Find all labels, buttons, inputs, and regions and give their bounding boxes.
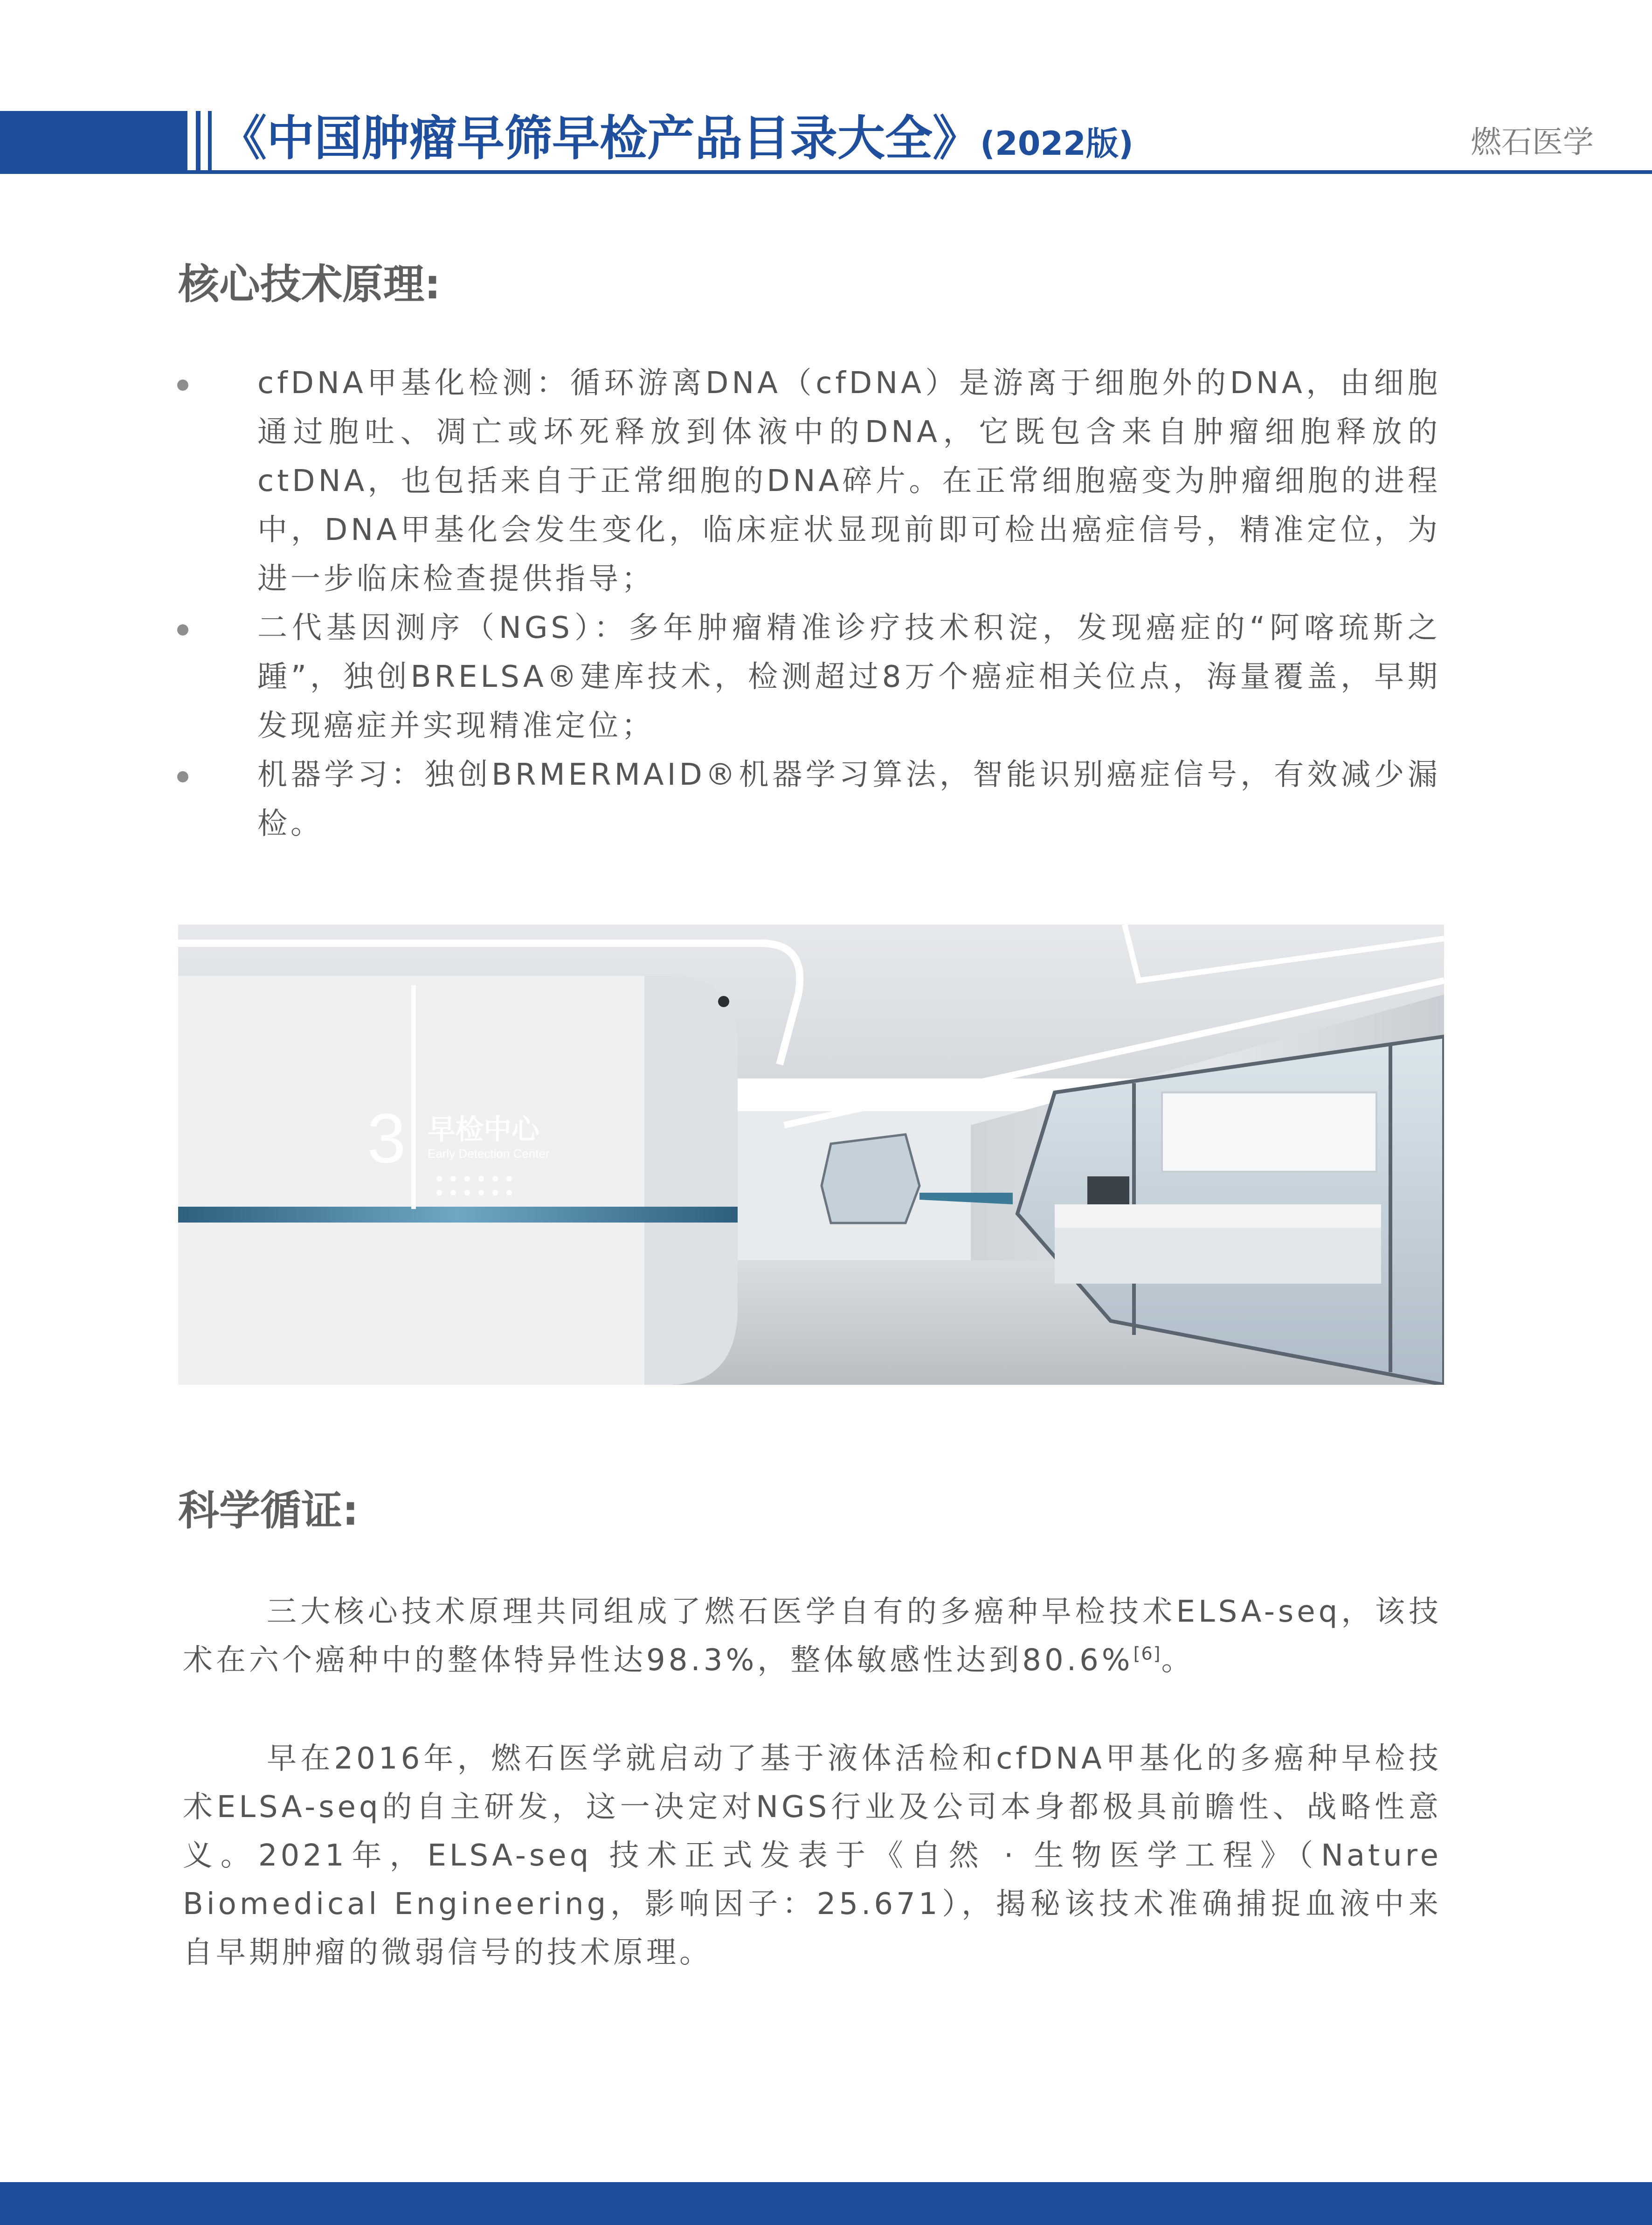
sign-text: 早检中心	[428, 1113, 539, 1146]
bullet-text: 二代基因测序（NGS）：多年肿瘤精准诊疗技术积淀，发现癌症的“阿喀琉斯之踵”，独创BRELSA®建库技术，检测超过8万个癌症相关位点，海量覆盖，早期发现癌症并实现精准定位；	[257, 611, 1441, 743]
document-title-text: 《中国肿瘤早筛早检产品目录大全》	[219, 111, 980, 166]
paragraph-text: 三大核心技术原理共同组成了燃石医学自有的多癌种早检技术ELSA-seq，该技术在六个癌种中的整体特异性达98.3%，整体敏感性达到80.6%	[183, 1595, 1442, 1678]
evidence-paragraph-1	[183, 1588, 1442, 1685]
bullet-dot-icon	[177, 380, 188, 391]
document-edition: (2022版)	[980, 124, 1134, 163]
paragraph-end: 。	[1161, 1643, 1195, 1678]
header-divider-bar	[196, 111, 200, 174]
footer-bar	[0, 2182, 1652, 2225]
list-item	[173, 359, 1441, 604]
sign-subtext: Early Detection Center	[428, 1147, 550, 1161]
bullet-text: cfDNA甲基化检测：循环游离DNA（cfDNA）是游离于细胞外的DNA，由细胞通过胞吐、凋亡或坏死释放到体液中的DNA，它既包含来自肿瘤细胞释放的 ctDNA，也包括来自于正常细胞的DNA碎片。在正常细胞癌变为肿瘤细胞的进程中，DNA甲基化会发生变化，临床症状显现前即可检出癌症信号，精准定位，为进一步临床检查提供指导；	[257, 366, 1441, 596]
bullet-dot-icon	[177, 771, 188, 782]
brand-name: 燃石医学	[1471, 124, 1594, 160]
sign-number: 3	[367, 1099, 406, 1177]
header-divider-bar	[208, 111, 212, 174]
early-detection-center-photo	[178, 925, 1444, 1385]
citation-ref: [6]	[1133, 1643, 1161, 1664]
header-color-block	[0, 111, 187, 174]
bullet-text: 机器学习：独创BRMERMAID®机器学习算法，智能识别癌症信号，有效减少漏检。	[257, 758, 1441, 841]
evidence-paragraph-2: 早在2016年，燃石医学就启动了基于液体活检和cfDNA甲基化的多癌种早检技术ELSA-seq的自主研发，这一决定对NGS行业及公司本身都极具前瞻性、战略性意义。2021年，ELSA-seq 技术正式发表于《自然 · 生物医学工程》（Nature Biomedical Engineering，影响因子：25.671），揭秘该技术准确捕捉血液中来自早期肿瘤的微弱信号的技术原理。	[183, 1741, 1442, 1970]
header-underline	[0, 170, 1652, 174]
section-title-evidence: 科学循证:	[178, 1486, 359, 1534]
document-title	[219, 110, 1134, 168]
list-item	[173, 604, 1441, 751]
core-tech-bullet-list	[173, 359, 1441, 849]
bullet-dot-icon	[177, 624, 188, 636]
list-item	[173, 751, 1441, 849]
section-title-core-tech: 核心技术原理:	[178, 260, 441, 308]
